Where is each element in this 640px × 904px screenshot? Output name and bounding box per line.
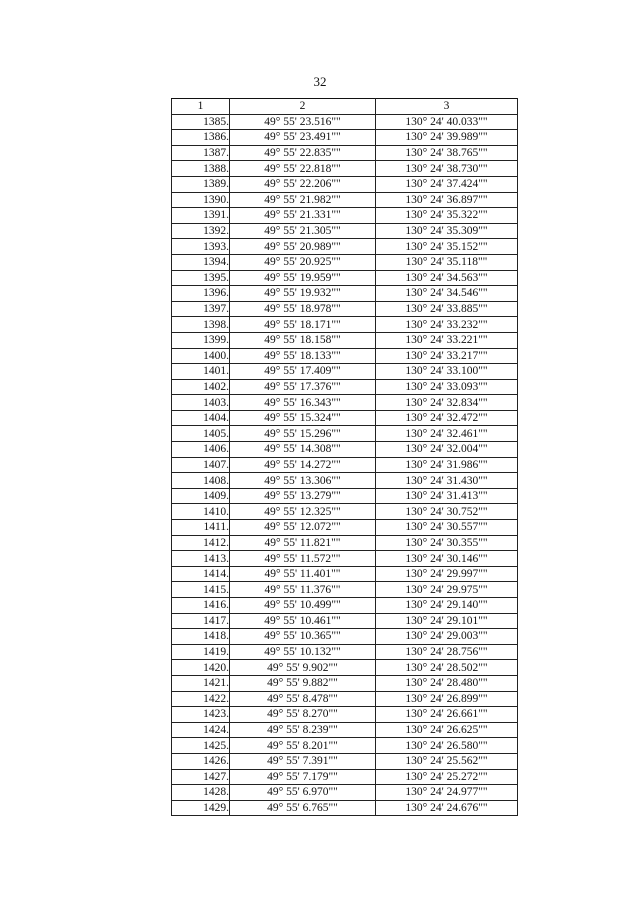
table-row <box>172 208 518 224</box>
table-row <box>172 598 518 614</box>
table-row <box>172 644 518 660</box>
longitude-cell: 130° 24' 30.557"" <box>376 520 518 536</box>
point-number-cell: 1408. <box>172 473 230 489</box>
longitude-cell: 130° 24' 29.140"" <box>376 598 518 614</box>
table-row <box>172 410 518 426</box>
point-number-cell: 1403. <box>172 395 230 411</box>
latitude-cell: 49° 55' 22.818"" <box>230 161 376 177</box>
latitude-cell: 49° 55' 8.239"" <box>230 722 376 738</box>
longitude-cell: 130° 24' 40.033"" <box>376 114 518 130</box>
table-row <box>172 442 518 458</box>
latitude-cell: 49° 55' 18.171"" <box>230 317 376 333</box>
point-number-cell: 1402. <box>172 379 230 395</box>
point-number-cell: 1420. <box>172 660 230 676</box>
latitude-cell: 49° 55' 19.959"" <box>230 270 376 286</box>
longitude-cell: 130° 24' 33.093"" <box>376 379 518 395</box>
longitude-cell: 130° 24' 33.885"" <box>376 301 518 317</box>
point-number-cell: 1398. <box>172 317 230 333</box>
longitude-cell: 130° 24' 29.101"" <box>376 613 518 629</box>
table-row <box>172 738 518 754</box>
longitude-cell: 130° 24' 32.834"" <box>376 395 518 411</box>
table-row <box>172 254 518 270</box>
longitude-cell: 130° 24' 24.676"" <box>376 800 518 816</box>
table-row <box>172 535 518 551</box>
longitude-cell: 130° 24' 31.413"" <box>376 488 518 504</box>
table-row <box>172 192 518 208</box>
longitude-cell: 130° 24' 36.897"" <box>376 192 518 208</box>
latitude-cell: 49° 55' 9.902"" <box>230 660 376 676</box>
point-number-cell: 1388. <box>172 161 230 177</box>
longitude-cell: 130° 24' 39.989"" <box>376 130 518 146</box>
latitude-cell: 49° 55' 12.072"" <box>230 520 376 536</box>
table-row <box>172 457 518 473</box>
longitude-cell: 130° 24' 26.899"" <box>376 691 518 707</box>
table-row <box>172 176 518 192</box>
table-row <box>172 769 518 785</box>
latitude-cell: 49° 55' 10.132"" <box>230 644 376 660</box>
point-number-cell: 1406. <box>172 442 230 458</box>
column-header-number: 1 <box>172 99 230 115</box>
table-row <box>172 691 518 707</box>
table-row <box>172 566 518 582</box>
longitude-cell: 130° 24' 26.625"" <box>376 722 518 738</box>
longitude-cell: 130° 24' 28.502"" <box>376 660 518 676</box>
table-row <box>172 130 518 146</box>
longitude-cell: 130° 24' 32.004"" <box>376 442 518 458</box>
latitude-cell: 49° 55' 7.179"" <box>230 769 376 785</box>
longitude-cell: 130° 24' 37.424"" <box>376 176 518 192</box>
table-row <box>172 317 518 333</box>
point-number-cell: 1400. <box>172 348 230 364</box>
point-number-cell: 1396. <box>172 286 230 302</box>
point-number-cell: 1407. <box>172 457 230 473</box>
point-number-cell: 1386. <box>172 130 230 146</box>
table-row <box>172 473 518 489</box>
point-number-cell: 1418. <box>172 629 230 645</box>
point-number-cell: 1414. <box>172 566 230 582</box>
point-number-cell: 1389. <box>172 176 230 192</box>
longitude-cell: 130° 24' 35.118"" <box>376 254 518 270</box>
point-number-cell: 1421. <box>172 675 230 691</box>
latitude-cell: 49° 55' 18.133"" <box>230 348 376 364</box>
latitude-cell: 49° 55' 8.478"" <box>230 691 376 707</box>
table-row <box>172 395 518 411</box>
longitude-cell: 130° 24' 25.562"" <box>376 753 518 769</box>
longitude-cell: 130° 24' 26.580"" <box>376 738 518 754</box>
point-number-cell: 1397. <box>172 301 230 317</box>
table-row <box>172 660 518 676</box>
point-number-cell: 1426. <box>172 753 230 769</box>
longitude-cell: 130° 24' 31.986"" <box>376 457 518 473</box>
longitude-cell: 130° 24' 33.232"" <box>376 317 518 333</box>
point-number-cell: 1425. <box>172 738 230 754</box>
latitude-cell: 49° 55' 17.376"" <box>230 379 376 395</box>
point-number-cell: 1413. <box>172 551 230 567</box>
table-row <box>172 223 518 239</box>
point-number-cell: 1401. <box>172 364 230 380</box>
latitude-cell: 49° 55' 12.325"" <box>230 504 376 520</box>
point-number-cell: 1399. <box>172 332 230 348</box>
latitude-cell: 49° 55' 17.409"" <box>230 364 376 380</box>
point-number-cell: 1410. <box>172 504 230 520</box>
longitude-cell: 130° 24' 32.461"" <box>376 426 518 442</box>
longitude-cell: 130° 24' 35.152"" <box>376 239 518 255</box>
latitude-cell: 49° 55' 14.308"" <box>230 442 376 458</box>
point-number-cell: 1385. <box>172 114 230 130</box>
latitude-cell: 49° 55' 22.206"" <box>230 176 376 192</box>
longitude-cell: 130° 24' 33.221"" <box>376 332 518 348</box>
table-row <box>172 722 518 738</box>
longitude-cell: 130° 24' 26.661"" <box>376 707 518 723</box>
point-number-cell: 1409. <box>172 488 230 504</box>
longitude-cell: 130° 24' 30.752"" <box>376 504 518 520</box>
table-row <box>172 800 518 816</box>
table-row <box>172 239 518 255</box>
column-header-latitude: 2 <box>230 99 376 115</box>
latitude-cell: 49° 55' 19.932"" <box>230 286 376 302</box>
latitude-cell: 49° 55' 6.765"" <box>230 800 376 816</box>
page-number: 32 <box>313 74 327 89</box>
point-number-cell: 1390. <box>172 192 230 208</box>
latitude-cell: 49° 55' 6.970"" <box>230 785 376 801</box>
point-number-cell: 1416. <box>172 598 230 614</box>
point-number-cell: 1393. <box>172 239 230 255</box>
table-row <box>172 551 518 567</box>
point-number-cell: 1394. <box>172 254 230 270</box>
longitude-cell: 130° 24' 30.355"" <box>376 535 518 551</box>
latitude-cell: 49° 55' 9.882"" <box>230 675 376 691</box>
latitude-cell: 49° 55' 11.572"" <box>230 551 376 567</box>
point-number-cell: 1387. <box>172 145 230 161</box>
longitude-cell: 130° 24' 31.430"" <box>376 473 518 489</box>
latitude-cell: 49° 55' 15.324"" <box>230 410 376 426</box>
table-row <box>172 114 518 130</box>
point-number-cell: 1392. <box>172 223 230 239</box>
longitude-cell: 130° 24' 35.322"" <box>376 208 518 224</box>
latitude-cell: 49° 55' 13.306"" <box>230 473 376 489</box>
table-row <box>172 270 518 286</box>
point-number-cell: 1424. <box>172 722 230 738</box>
latitude-cell: 49° 55' 10.365"" <box>230 629 376 645</box>
point-number-cell: 1411. <box>172 520 230 536</box>
latitude-cell: 49° 55' 23.516"" <box>230 114 376 130</box>
longitude-cell: 130° 24' 29.003"" <box>376 629 518 645</box>
table-row <box>172 520 518 536</box>
latitude-cell: 49° 55' 16.343"" <box>230 395 376 411</box>
longitude-cell: 130° 24' 25.272"" <box>376 769 518 785</box>
table-row <box>172 504 518 520</box>
table-row <box>172 582 518 598</box>
latitude-cell: 49° 55' 11.401"" <box>230 566 376 582</box>
table-body <box>172 114 518 816</box>
latitude-cell: 49° 55' 15.296"" <box>230 426 376 442</box>
table-row <box>172 488 518 504</box>
table-row <box>172 675 518 691</box>
latitude-cell: 49° 55' 18.978"" <box>230 301 376 317</box>
table-row <box>172 301 518 317</box>
latitude-cell: 49° 55' 10.499"" <box>230 598 376 614</box>
latitude-cell: 49° 55' 8.201"" <box>230 738 376 754</box>
column-header-longitude: 3 <box>376 99 518 115</box>
point-number-cell: 1415. <box>172 582 230 598</box>
longitude-cell: 130° 24' 32.472"" <box>376 410 518 426</box>
longitude-cell: 130° 24' 33.217"" <box>376 348 518 364</box>
table-row <box>172 629 518 645</box>
latitude-cell: 49° 55' 21.331"" <box>230 208 376 224</box>
point-number-cell: 1422. <box>172 691 230 707</box>
point-number-cell: 1417. <box>172 613 230 629</box>
latitude-cell: 49° 55' 10.461"" <box>230 613 376 629</box>
table-row <box>172 364 518 380</box>
point-number-cell: 1412. <box>172 535 230 551</box>
coordinates-table <box>171 98 518 816</box>
longitude-cell: 130° 24' 24.977"" <box>376 785 518 801</box>
table-row <box>172 379 518 395</box>
longitude-cell: 130° 24' 34.563"" <box>376 270 518 286</box>
point-number-cell: 1427. <box>172 769 230 785</box>
latitude-cell: 49° 55' 20.989"" <box>230 239 376 255</box>
longitude-cell: 130° 24' 28.756"" <box>376 644 518 660</box>
latitude-cell: 49° 55' 21.982"" <box>230 192 376 208</box>
latitude-cell: 49° 55' 8.270"" <box>230 707 376 723</box>
longitude-cell: 130° 24' 29.975"" <box>376 582 518 598</box>
point-number-cell: 1395. <box>172 270 230 286</box>
table-row <box>172 707 518 723</box>
table-row <box>172 332 518 348</box>
point-number-cell: 1428. <box>172 785 230 801</box>
latitude-cell: 49° 55' 20.925"" <box>230 254 376 270</box>
longitude-cell: 130° 24' 38.730"" <box>376 161 518 177</box>
point-number-cell: 1404. <box>172 410 230 426</box>
table-row <box>172 145 518 161</box>
table-header-row <box>172 99 518 115</box>
latitude-cell: 49° 55' 22.835"" <box>230 145 376 161</box>
point-number-cell: 1423. <box>172 707 230 723</box>
table-row <box>172 426 518 442</box>
table-row <box>172 286 518 302</box>
longitude-cell: 130° 24' 33.100"" <box>376 364 518 380</box>
longitude-cell: 130° 24' 38.765"" <box>376 145 518 161</box>
table-row <box>172 161 518 177</box>
latitude-cell: 49° 55' 11.376"" <box>230 582 376 598</box>
latitude-cell: 49° 55' 18.158"" <box>230 332 376 348</box>
latitude-cell: 49° 55' 11.821"" <box>230 535 376 551</box>
point-number-cell: 1391. <box>172 208 230 224</box>
longitude-cell: 130° 24' 29.997"" <box>376 566 518 582</box>
latitude-cell: 49° 55' 21.305"" <box>230 223 376 239</box>
table-row <box>172 348 518 364</box>
table-row <box>172 613 518 629</box>
table-row <box>172 753 518 769</box>
point-number-cell: 1429. <box>172 800 230 816</box>
longitude-cell: 130° 24' 28.480"" <box>376 675 518 691</box>
point-number-cell: 1405. <box>172 426 230 442</box>
latitude-cell: 49° 55' 23.491"" <box>230 130 376 146</box>
latitude-cell: 49° 55' 7.391"" <box>230 753 376 769</box>
table-row <box>172 785 518 801</box>
latitude-cell: 49° 55' 14.272"" <box>230 457 376 473</box>
longitude-cell: 130° 24' 30.146"" <box>376 551 518 567</box>
longitude-cell: 130° 24' 34.546"" <box>376 286 518 302</box>
longitude-cell: 130° 24' 35.309"" <box>376 223 518 239</box>
point-number-cell: 1419. <box>172 644 230 660</box>
latitude-cell: 49° 55' 13.279"" <box>230 488 376 504</box>
